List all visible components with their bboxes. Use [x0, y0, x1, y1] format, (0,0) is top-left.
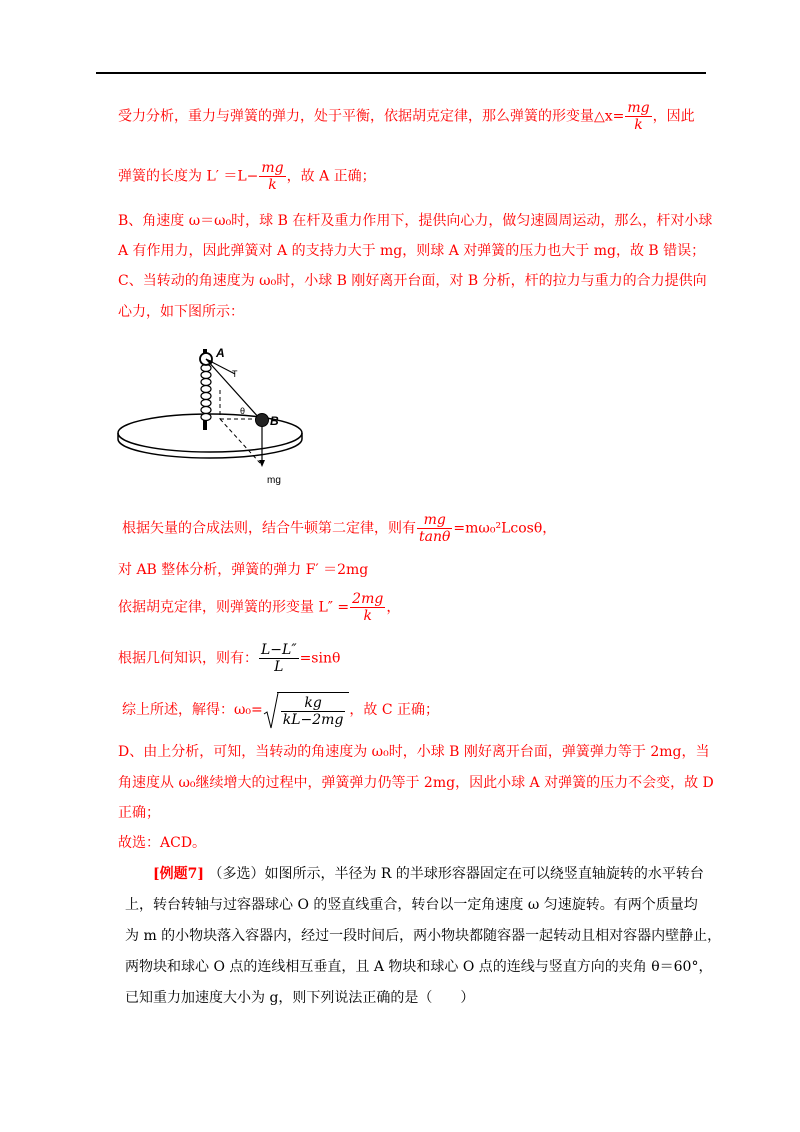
label-mg: mg	[267, 475, 281, 486]
example-line4: 两物块和球心 O 点的连线相互垂直，且 A 物块和球心 O 点的连线与竖直方向的夹角 θ＝60°，	[125, 959, 713, 975]
text: 弹簧的长度为 L′ ＝L−	[118, 168, 259, 185]
example-tag: [例题7]	[153, 866, 204, 882]
para-c-line2: 心力，如下图所示：	[118, 304, 244, 320]
example-line3: 为 m 的小物块落入容器内，经过一段时间后，两小物块都随容器一起转动且相对容器内壁静止，	[125, 928, 722, 944]
text: 根据几何知识，则有：	[118, 650, 258, 667]
text: =sinθ	[299, 650, 341, 667]
fraction-mg-tan: $\frac{mg}{\tan\theta}$	[419, 512, 451, 545]
para-spring-length	[118, 160, 376, 193]
example-line2: 上，转台转轴与过容器球心 O 的竖直线重合，转台以一定角速度 ω 匀速旋转。有两个质量均	[125, 897, 698, 913]
para-whole-analysis: 对 AB 整体分析，弹簧的弹力 F′ ＝2mg	[118, 562, 369, 578]
para-vector-synthesis	[122, 512, 556, 545]
header-rule	[96, 72, 706, 74]
text: ，因此	[652, 108, 695, 125]
text: ，故 A 正确；	[286, 168, 376, 185]
text: ，故 C 正确；	[349, 702, 440, 718]
rod-ab	[206, 359, 260, 419]
para-force-analysis	[118, 100, 695, 133]
fraction-2mg-k: $\frac{2mg}{k}$	[352, 591, 384, 624]
spring	[201, 365, 211, 421]
label-t: T	[232, 369, 238, 379]
label-theta: θ	[240, 406, 246, 416]
para-d-line3: 正确；	[118, 805, 160, 821]
text: 综上所述，解得：ω₀=	[122, 702, 263, 718]
text: 受力分析，重力与弹簧的弹力，处于平衡，依据胡克定律，那么弹簧的形变量△x=	[118, 108, 625, 125]
text: 根据矢量的合成法则，结合牛顿第二定律，则有	[122, 520, 416, 537]
para-d-line2: 角速度从 ω₀继续增大的过程中，弹簧弹力仍等于 2mg，因此小球 A 对弹簧的压力不会变，故 D	[118, 775, 714, 791]
example-line1	[153, 865, 704, 883]
para-b-line1: B、角速度 ω＝ω₀时，球 B 在杆及重力作用下，提供向心力，做匀速圆周运动，那么，杆对小球	[118, 213, 713, 229]
para-d-line1: D、由上分析，可知，当转动的角速度为 ω₀时，小球 B 刚好离开台面，弹簧弹力等于 2mg，当	[118, 744, 710, 760]
para-b-line2: A 有作用力，因此弹簧对 A 的支持力大于 mg，则球 A 对弹簧的压力也大于 mg，故 B 错误；	[118, 243, 706, 259]
label-a: A	[216, 346, 225, 360]
answer-line: 故选：ACD。	[118, 835, 207, 851]
para-geometry	[118, 642, 340, 675]
example-line5: 已知重力加速度大小为 g，则下列说法正确的是（ ）	[125, 990, 475, 1006]
radical-sign	[263, 692, 279, 730]
fraction-mg-k: $\frac{mg}{k}$	[627, 100, 650, 133]
text: 依据胡克定律，则弹簧的形变量 L″ =	[118, 599, 350, 616]
fraction-l-diff: $\frac{L-L''}{L}$	[261, 642, 297, 675]
para-summary	[122, 692, 439, 728]
text: =mω₀²Lcosθ，	[453, 520, 557, 537]
label-b: B	[270, 414, 279, 428]
gravity-arrowhead	[259, 460, 265, 467]
ball-b	[256, 414, 269, 427]
text: （多选）如图所示，半径为 R 的半球形容器固定在可以绕竖直轴旋转的水平转台	[208, 866, 704, 882]
fraction-kg: $\frac{kg}{kL-2mg}$	[282, 695, 344, 728]
fraction-mg-k: $\frac{mg}{k}$	[261, 160, 284, 193]
rotating-rod-diagram	[115, 335, 315, 490]
para-c-line1: C、当转动的角速度为 ω₀时，小球 B 刚好离开台面，对 B 分析，杆的拉力与重力的合力提供向	[118, 273, 707, 289]
sqrt-expression	[263, 692, 350, 728]
para-deformation	[118, 591, 400, 624]
text: ，	[386, 599, 401, 616]
